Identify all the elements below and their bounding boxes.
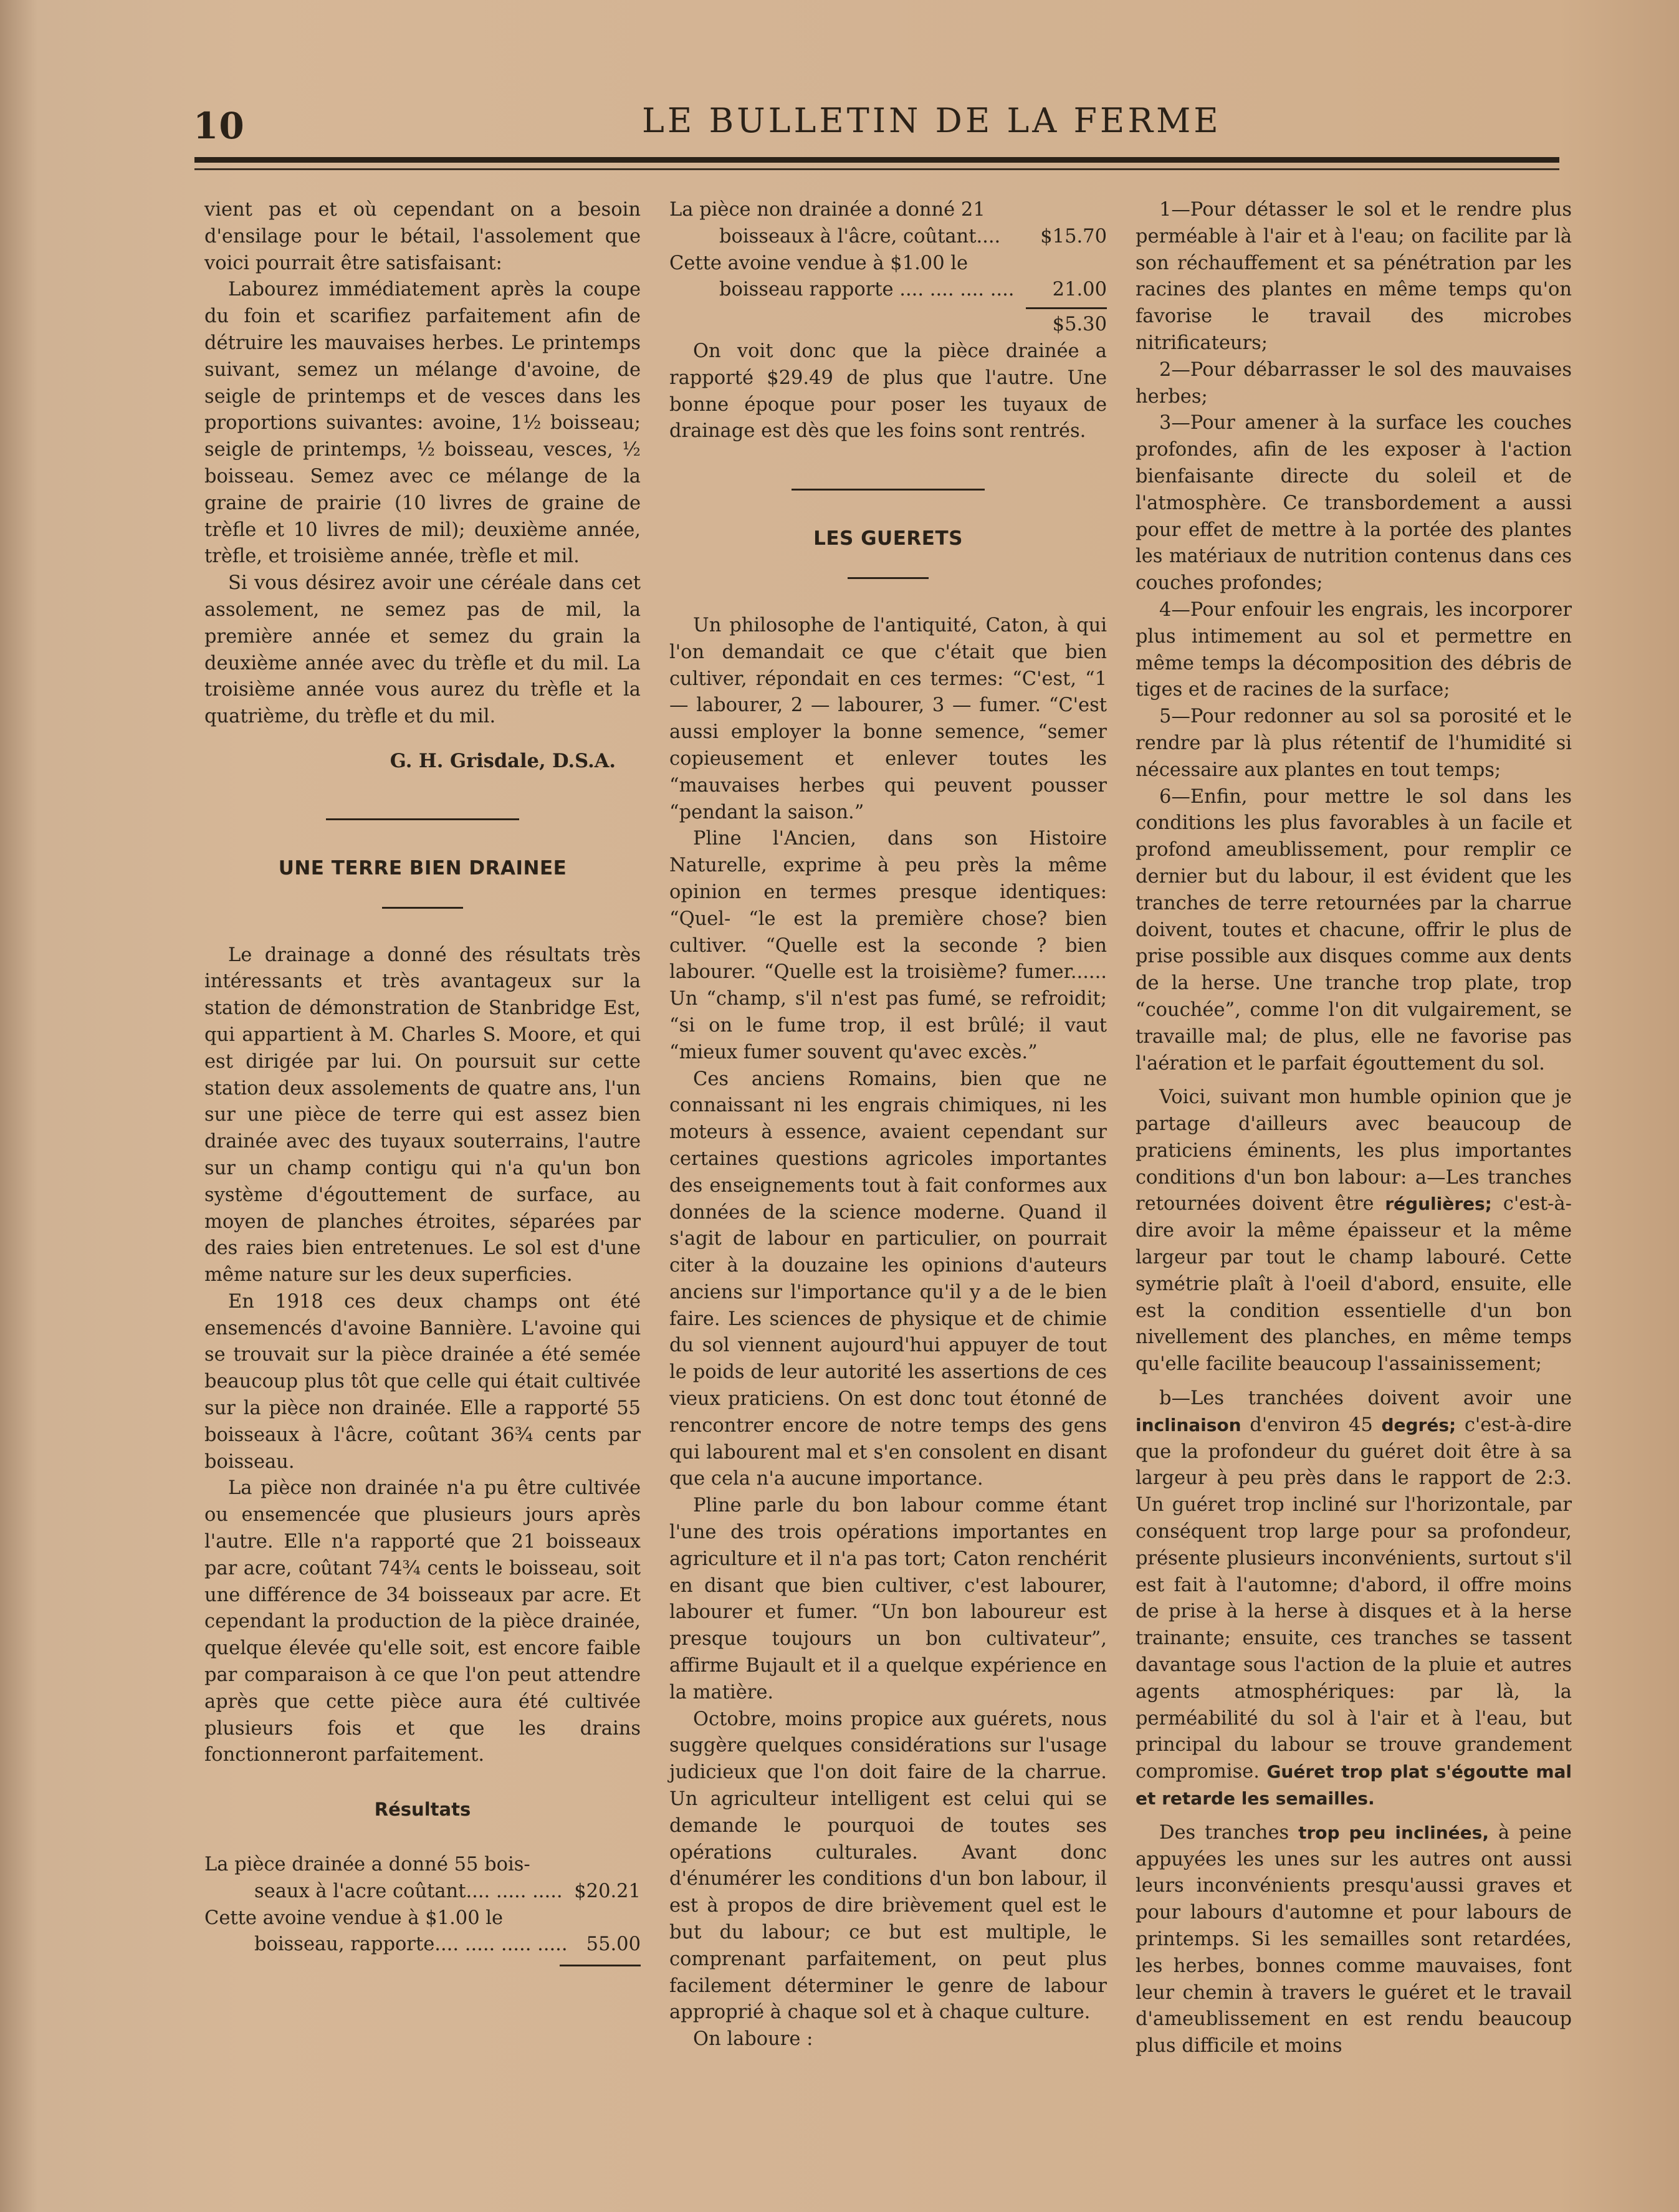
- emphasis: Guéret trop plat s'égoutte mal et retarde les semailles.: [1136, 1761, 1572, 1809]
- results-amount: 21.00: [1052, 279, 1107, 301]
- header-rule-thin: [194, 168, 1559, 170]
- results-line: [204, 1932, 641, 1958]
- list-item: 3—Pour amener à la surface les couches profondes, afin de les exposer à l'action bienfaisante directe du soleil et de l'atmosphère. Ce transbordement a aussi pour effet de mettre à la portée des plantes les matériaux de nutrition contenus dans ces couches profondes;: [1136, 412, 1572, 595]
- emphasis: trop peu inclinées,: [1298, 1822, 1489, 1843]
- list-item: 6—Enfin, pour mettre le sol dans les conditions les plus favorables à un facile et profond ameublissement, pour remplir ce dernier but du labour, il est évident que les tranches de terre retournées par la charrue doivent, toutes et chacune, offrir le plus de prise possible aux disques comme aux dents de la herse. Une tranche trop plate, trop “couchée”, comme l'on dit vulgairement, se travaille mal; de plus, elle ne favorise pas l'aération et le parfait égouttement du sol.: [1136, 785, 1572, 1075]
- article-separator: [326, 818, 519, 820]
- paragraph: Pline parle du bon labour comme étant l'une des trois opérations importantes en agriculture et il n'a pas tort; Caton renchérit en disant que bien cultiver, c'est labourer, labourer et fumer. “Un bon laboureur est presque toujours un bon cultivateur”, affirme Bujault et il a quelque expérience en la matière.: [669, 1495, 1107, 1703]
- results-amount: 55.00: [586, 1933, 641, 1956]
- list-item: 2—Pour débarrasser le sol des mauvaises herbes;: [1136, 358, 1572, 408]
- column-1: [204, 197, 641, 1966]
- list-item: 1—Pour détasser le sol et le rendre plus perméable à l'air et à l'eau; on facilite par là son réchauffement et sa pénétration par les racines des plantes en même temps qu'on favorise le travail des microbes nitrificateurs;: [1136, 199, 1572, 354]
- paragraph: Un philosophe de l'antiquité, Caton, à qui l'on demandait ce que c'était que bien cultiver, répondait en ces termes: “C'est, “1 — labourer, 2 — labourer, 3 — fumer. “C'est aussi employer la bonne semence, “semer copieusement et enlever toutes les “mauvaises herbes qui peuvent pousser “pendant la saison.”: [669, 614, 1107, 823]
- text-run: d'environ 45: [1250, 1414, 1373, 1436]
- paragraph: Ces anciens Romains, bien que ne connaissant ni les engrais chimiques, ni les moteurs à essence, avaient cependant sur certaines questions agricoles importantes des enseignements tout à fait conformes aux données de la science moderne. Quand il s'agit de labour en particulier, on pourrait citer à la douzaine les opinions d'auteurs anciens sur l'importance qu'il y a de le bien faire. Les sciences de physique et de chimie du sol viennent aujourd'hui appuyer de tout le poids de leur autorité les assertions de ces vieux praticiens. On est donc tout étonné de rencontrer encore de notre temps des gens qui labourent mal et s'en consolent en disant que cela n'a aucune importance.: [669, 1068, 1107, 1490]
- results-line: La pièce non drainée a donné 21: [669, 199, 985, 221]
- heading-rule: [848, 577, 929, 579]
- article-separator: [792, 489, 985, 491]
- publication-title: LE BULLETIN DE LA FERME: [642, 101, 1222, 140]
- results-line: [669, 277, 1107, 304]
- paragraph: Pline l'Ancien, dans son Histoire Naturelle, exprime à peu près la même opinion en termes presque identiques: “Quel- “le est la première chose? bien cultiver. “Quelle est la seconde ? bien labourer. “Quelle est la troisième? fumer...... Un “champ, s'il n'est pas fumé, se refroidit; “si on le fume trop, il est brûlé; il vaut “mieux fumer souvent qu'avec excès.”: [669, 828, 1107, 1063]
- results-difference: $5.30: [1052, 314, 1107, 336]
- emphasis: régulières;: [1385, 1194, 1492, 1215]
- list-item: 4—Pour enfouir les engrais, les incorporer plus intimement au sol et permettre en même temps la décomposition des débris de tiges et de racines de la surface;: [1136, 598, 1572, 701]
- paragraph: Le drainage a donné des résultats très intéressants et très avantageux sur la station de démonstration de Stanbridge Est, qui appartient à M. Charles S. Moore, et qui est dirigée par lui. On poursuit sur cette station deux assolements de quatre ans, l'un sur une pièce de terre qui est assez bien drainée avec des tuyaux souterrains, l'autre sur un champ contigu qui n'a qu'un bon système d'égouttement de surface, au moyen de planches étroites, séparées par des raies bien entretenues. Le sol est d'une même nature sur les deux superficies.: [204, 944, 641, 1286]
- results-line: Cette avoine vendue à $1.00 le: [204, 1907, 504, 1929]
- results-line: Cette avoine vendue à $1.00 le: [669, 252, 969, 274]
- results-label: boisseau, rapporte.... ..... ..... .....: [254, 1933, 568, 1956]
- text-run: c'est-à-dire que la profondeur du guéret doit être à sa largeur à peu près dans le rapport de 2:3. Un guéret trop incliné sur l'horizontale, par conséquent trop large pour sa profondeur, présente plusieurs inconvénients, surtout s'il est fait à l'automne; d'abord, il offre moins de prise à la herse à disques et à la herse trainante; ensuite, ces tranches se tassent davantage sous l'action de la pluie et autres agents atmosphériques: par là, la perméabilité du sol à l'air et à l'eau, but principal du labour se trouve grandement compromise.: [1136, 1414, 1572, 1783]
- text-run: Voici, suivant mon humble opinion que je partage d'ailleurs avec beaucoup de praticiens éminents, les plus importantes conditions d'un bon labour: a—Les tranches retournées doivent être: [1136, 1086, 1572, 1215]
- results-label: boisseaux à l'âcre, coûtant....: [719, 225, 1001, 247]
- paragraph: Labourez immédiatement après la coupe du foin et scarifiez parfaitement afin de détruire les mauvaises herbes. Le printemps suivant, semez un mélange d'avoine, de seigle de printemps et de vesces dans les proportions suivantes: avoine, 1½ boisseau; seigle de printemps, ½ boisseau, vesces, ½ boisseau. Semez avec ce mélange de la graine de prairie (10 livres de graine de trèfle et 10 livres de mil); deuxième année, trèfle, et troisième année, trèfle et mil.: [204, 279, 641, 568]
- sum-rule: [1026, 307, 1107, 309]
- emphasis: inclinaison: [1136, 1414, 1241, 1435]
- emphasis: degrés;: [1381, 1414, 1457, 1435]
- results-amount: $15.70: [1040, 225, 1107, 247]
- results-label: boisseau rapporte .... .... .... ....: [719, 279, 1015, 301]
- results-amount: $20.21: [574, 1880, 641, 1902]
- heading-rule: [382, 907, 463, 909]
- text-run: b—Les tranchées doivent avoir une: [1159, 1387, 1572, 1410]
- results-label: seaux à l'acre coûtant.... ..... .....: [254, 1880, 563, 1902]
- paragraph: En 1918 ces deux champs ont été ensemencés d'avoine Bannière. L'avoine qui se trouvait sur la pièce drainée a été semée beaucoup plus tôt que celle qui était cultivée sur la pièce non drainée. Elle a rapporté 55 boisseaux à l'âcre, coûtant 36¾ cents par boisseau.: [204, 1290, 641, 1473]
- text-run: à peine appuyées les unes sur les autres ont aussi leurs inconvénients presqu'aussi graves et pour labours d'automne et pour labours de printemps. Si les semailles sont retardées, les herbes, bonnes comme mauvaises, font leur chemin à travers le guéret et le travail d'ameublissement en est rendu beaucoup plus difficile et moins: [1136, 1821, 1572, 2057]
- paragraph: [1136, 1820, 1572, 2060]
- paragraph: [1136, 1084, 1572, 1378]
- results-table-continued: [669, 197, 1107, 338]
- column-2: [669, 197, 1107, 2053]
- header-rule-thick: [194, 157, 1559, 163]
- paragraph: La pièce non drainée n'a pu être cultivée ou ensemencée que plusieurs jours après l'autre. Elle n'a rapporté que 21 boisseaux par acre, coûtant 74¾ cents le boisseau, soit une différence de 34 boisseaux par acre. Et cependant la production de la pièce drainée, quelque élevée qu'elle soit, est encore faible par comparaison à ce que l'on peut attendre après que cette pièce aura été cultivée plusieurs fois et que les drains fonctionneront parfaitement.: [204, 1477, 641, 1766]
- results-line: [204, 1879, 641, 1905]
- text-run: Des tranches: [1159, 1821, 1289, 1844]
- sum-rule: [560, 1965, 641, 1966]
- paragraph: Octobre, moins propice aux guérets, nous suggère quelques considérations sur l'usage judicieux que l'on doit faire de la charrue. Un agriculteur intelligent est celui qui se demande le pourquoi de toutes ses opérations culturales. Avant donc d'énumérer les conditions d'un bon labour, il est à propos de dire brièvement quel est le but du labour; ce but est multiple, le comprenant parfaitement, on peut plus facilement déterminer le genre de labour approprié à chaque sol et à chaque culture.: [669, 1708, 1107, 2024]
- paragraph: On laboure :: [693, 2028, 813, 2051]
- paragraph: [1136, 1386, 1572, 1812]
- results-heading: Résultats: [374, 1799, 471, 1821]
- article-heading: LES GUERETS: [813, 527, 963, 550]
- text-run: c'est-à-dire avoir la même épaisseur et la même largeur par tout le champ labouré. Cette symétrie plaît à l'oeil d'abord, ensuite, elle est la condition essentielle d'un bon nivellement des planches, en même temps qu'elle facilite beaucoup l'assainissement;: [1136, 1193, 1572, 1376]
- article-heading: UNE TERRE BIEN DRAINEE: [278, 856, 567, 879]
- page-number: 10: [193, 105, 245, 147]
- author-signature: G. H. Grisdale, D.S.A.: [390, 749, 616, 772]
- paragraph: On voit donc que la pièce drainée a rapporté $29.49 de plus que l'autre. Une bonne époque pour poser les tuyaux de drainage est dès que les foins sont rentrés.: [669, 340, 1107, 443]
- results-line: La pièce drainée a donné 55 bois-: [204, 1854, 530, 1876]
- results-line: [669, 224, 1107, 251]
- list-item: 5—Pour redonner au sol sa porosité et le rendre par là plus rétentif de l'humidité si nécessaire aux plantes en tout temps;: [1136, 706, 1572, 781]
- paragraph: vient pas et où cependant on a besoin d'ensilage pour le bétail, l'assolement que voici pourrait être satisfaisant:: [204, 199, 641, 274]
- column-3: [1136, 197, 1572, 2060]
- results-table: [204, 1852, 641, 1966]
- paragraph: Si vous désirez avoir une céréale dans cet assolement, ne semez pas de mil, la première année et semez du grain la deuxième année avec du trèfle et du mil. La troisième année vous aurez du trèfle et la quatrième, du trèfle et du mil.: [204, 572, 641, 728]
